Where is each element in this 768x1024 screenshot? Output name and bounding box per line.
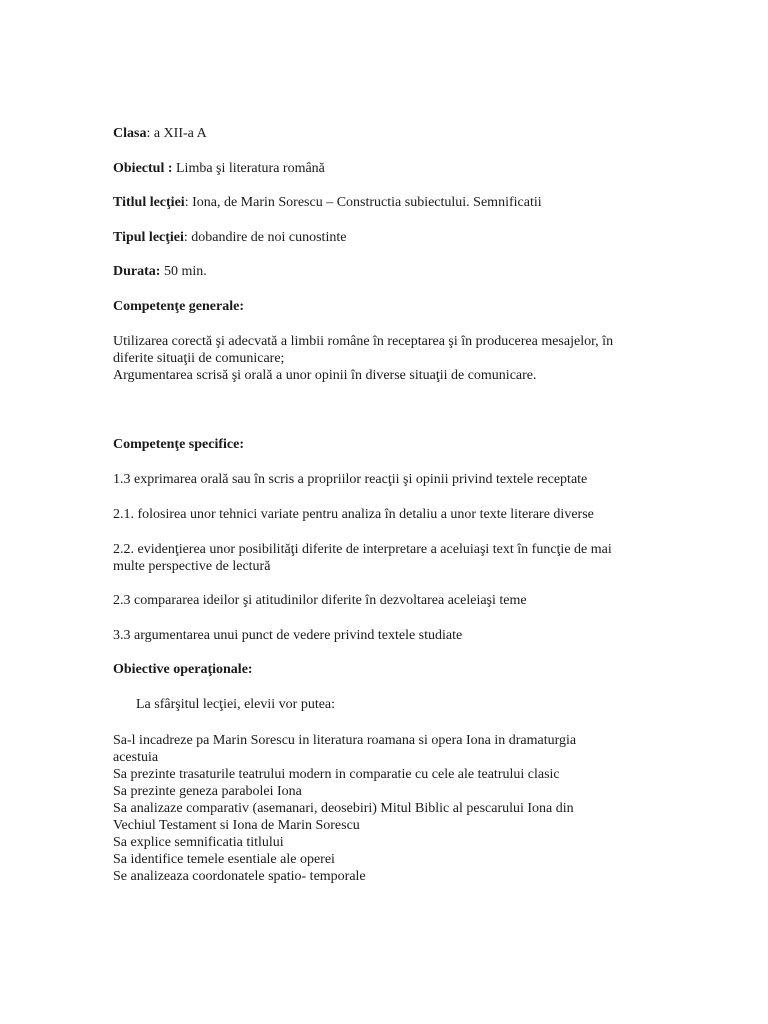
field-titlul-value: : Iona, de Marin Sorescu – Constructia subiectului. Semnificatii <box>184 195 542 210</box>
field-durata-label: Durata: <box>113 264 161 279</box>
field-tipul <box>113 230 346 246</box>
competenta-specifica-line: 2.2. evidenţierea unor posibilităţi diferite de interpretare a aceluiaşi text în funcţie de mai <box>113 542 612 557</box>
competente-generale-line: Argumentarea scrisă şi orală a unor opinii în diverse situaţii de comunicare. <box>113 368 537 383</box>
field-titlul <box>113 195 542 211</box>
obiectiv-line: Sa analizaze comparativ (asemanari, deosebiri) Mitul Biblic al pescarului Iona din <box>113 801 574 816</box>
field-clasa <box>113 126 207 142</box>
competenta-specifica-item: 2.1. folosirea unor tehnici variate pentru analiza în detaliu a unor texte literare diverse <box>113 507 594 522</box>
obiectiv-line: Vechiul Testament si Iona de Marin Sorescu <box>113 818 360 833</box>
obiective-list <box>113 732 658 885</box>
obiectiv-line: Sa prezinte trasaturile teatrului modern in comparatie cu cele ale teatrului clasic <box>113 767 560 782</box>
competente-generale-heading: Competenţe generale: <box>113 299 245 314</box>
competenta-specifica-line: multe perspective de lectură <box>113 559 271 574</box>
competenta-specifica-item: 3.3 argumentarea unui punct de vedere privind textele studiate <box>113 628 463 643</box>
field-tipul-label: Tipul lecţiei <box>113 230 184 245</box>
field-obiectul-label: Obiectul : <box>113 161 173 176</box>
field-obiectul-value: Limba şi literatura română <box>172 161 325 176</box>
field-durata <box>113 264 207 280</box>
field-obiectul <box>113 161 325 177</box>
field-clasa-label: Clasa <box>113 126 147 141</box>
competenta-specifica-item: 1.3 exprimarea orală sau în scris a propriilor reacţii şi opinii privind textele receptate <box>113 472 588 487</box>
field-clasa-value: : a XII-a A <box>146 126 207 141</box>
competente-specifice-heading: Competenţe specifice: <box>113 437 245 452</box>
field-titlul-label: Titlul lecţiei <box>113 195 185 210</box>
obiectiv-line: Sa prezinte geneza parabolei Iona <box>113 784 302 799</box>
competenta-specifica-item <box>113 541 658 575</box>
obiective-heading: Obiective operaţionale: <box>113 662 253 677</box>
field-durata-value: 50 min. <box>160 264 207 279</box>
competente-generale-line: diferite situaţii de comunicare; <box>113 351 285 366</box>
field-tipul-value: : dobandire de noi cunostinte <box>183 230 347 245</box>
competenta-specifica-item: 2.3 compararea ideilor şi atitudinilor diferite în dezvoltarea aceleiaşi teme <box>113 593 527 608</box>
obiectiv-line: Sa identifice temele esentiale ale operei <box>113 852 335 867</box>
obiectiv-line: Sa-l incadreze pa Marin Sorescu in literatura roamana si opera Iona in dramaturgia <box>113 733 577 748</box>
obiective-intro: La sfârşitul lecţiei, elevii vor putea: <box>136 697 336 712</box>
competente-generale-line: Utilizarea corectă şi adecvată a limbii române în receptarea şi în producerea mesajelor, în <box>113 334 614 349</box>
obiectiv-line: Se analizeaza coordonatele spatio- temporale <box>113 869 366 884</box>
obiectiv-line: Sa explice semnificatia titlului <box>113 835 284 850</box>
obiectiv-line: acestuia <box>113 750 159 765</box>
competente-generale-text <box>113 333 658 384</box>
